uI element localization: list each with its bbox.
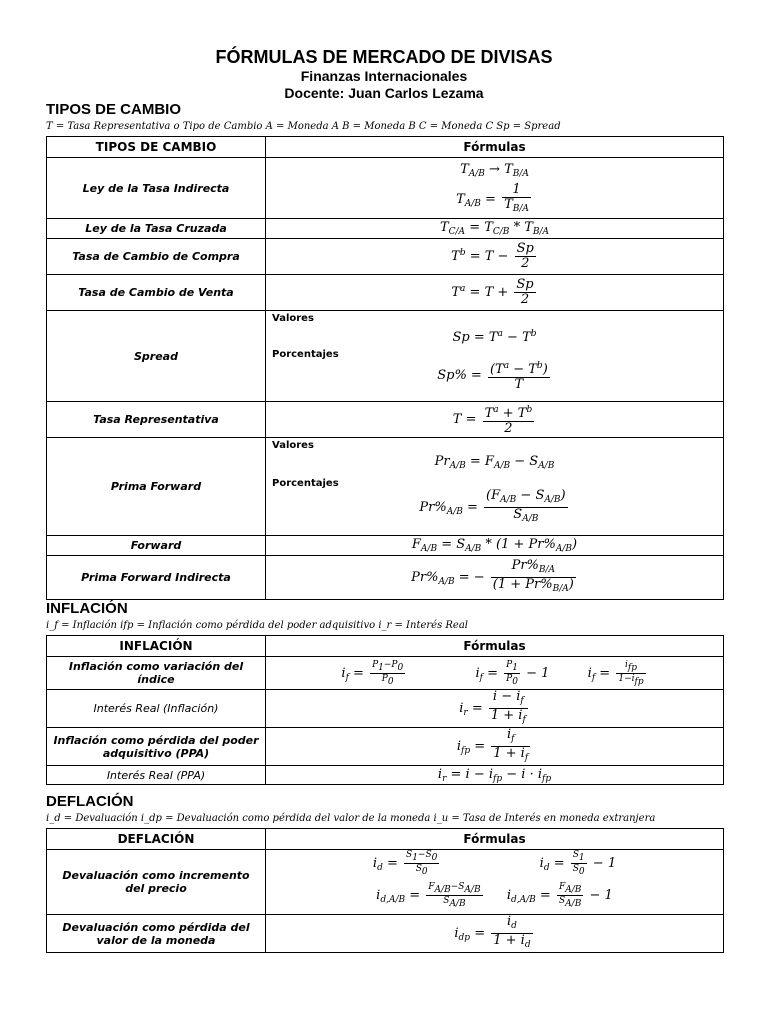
row-label: Inflación como pérdida del poder adquisitivo (PPA) (47, 728, 266, 766)
row-label: Prima Forward Indirecta (47, 556, 266, 600)
table-row (47, 536, 724, 556)
table-row (47, 728, 724, 766)
formula-venta: $T^a = T$ + $\frac{Sp}{2}$ (266, 275, 724, 311)
row-label: Ley de la Tasa Cruzada (47, 219, 266, 239)
column-header-formulas: Fórmulas (266, 636, 724, 657)
formula-compra: $T^b = T$ − $\frac{Sp}{2}$ (266, 239, 724, 275)
row-label: Tasa Representativa (47, 402, 266, 438)
formula-tasa-cruzada: $T_{C/A} = T_{C/B} * T_{B/A}$ (266, 219, 724, 239)
row-label: Spread (47, 311, 266, 402)
formula-devaluacion-perdida: $i_{dp}$ = $\frac{i_d}{1 + i_d}$ (266, 915, 724, 953)
legend-inflacion: i_f = Inflación ifp = Inflación como pérdida del poder adquisitivo i_r = Interés Real (46, 620, 468, 631)
porcentajes-label: Porcentajes (272, 478, 339, 489)
legend-tipos: T = Tasa Representativa o Tipo de Cambio A = Moneda A B = Moneda B C = Moneda C Sp = Spread (46, 121, 561, 132)
formula-tasa-representativa: T = $\frac{T^a + T^b}{2}$ (266, 402, 724, 438)
table-deflacion (46, 828, 724, 953)
row-label: Forward (47, 536, 266, 556)
formula-prima-forward: Valores Porcentajes $Pr_{A/B} = F_{A/B} - S_{A/B}$ $Pr\%_{A/B}$ = $\frac{(F_{A/B} - S_{A/B})}{S_{A/B}}$ (266, 438, 724, 536)
table-row (47, 556, 724, 600)
table-row (47, 850, 724, 915)
table-row (47, 219, 724, 239)
table-row (47, 275, 724, 311)
valores-label: Valores (272, 313, 314, 324)
formula-interes-real-ppa: $i_r = i - i_{fp} - i \cdot i_{fp}$ (266, 766, 724, 785)
section-title-inflacion: INFLACIÓN (46, 600, 128, 617)
document-title: FÓRMULAS DE MERCADO DE DIVISAS (215, 47, 553, 67)
formula-devaluacion-incremento: $i_d$ = $\frac{S1-S0}{S0}$ $i_d$ = $\frac{S1}{S0}$ − 1 $i_{d,A/B}$ = $\frac{FA/B-SA/B}{SA/B}$ $i_{d,A/B}$ = $\frac{FA/B}{SA/B}$ − 1 (266, 850, 724, 915)
formula-interes-real-inflacion: $i_r$ = $\frac{i - i_f}{1 + i_f}$ (266, 690, 724, 728)
table-row (47, 915, 724, 953)
teacher-name: Docente: Juan Carlos Lezama (284, 85, 484, 101)
table-row (47, 438, 724, 536)
document-subtitle: Finanzas Internacionales (300, 68, 468, 84)
row-label: Devaluación como incremento del precio (47, 850, 266, 915)
row-label: Tasa de Cambio de Venta (47, 275, 266, 311)
table-row (47, 239, 724, 275)
table-row (47, 311, 724, 402)
row-label: Inflación como variación del índice (47, 657, 266, 690)
valores-label: Valores (272, 440, 314, 451)
row-label: Devaluación como pérdida del valor de la moneda (47, 915, 266, 953)
formula-inflacion-ppa: $i_{fp}$ = $\frac{i_f}{1 + i_f}$ (266, 728, 724, 766)
row-label: Prima Forward (47, 438, 266, 536)
porcentajes-label: Porcentajes (272, 349, 339, 360)
table-row (47, 766, 724, 785)
row-label: Tasa de Cambio de Compra (47, 239, 266, 275)
table-inflacion (46, 635, 724, 785)
table-tipos-de-cambio (46, 136, 724, 600)
formula-inflacion-indice: $i_f$ = $\frac{P1-P0}{P0}$ $i_f$ = $\frac{P1}{P0}$ − 1 $i_f$ = $\frac{\text{ifp}}{\text{1−ifp}}$ (266, 657, 724, 690)
row-label: Ley de la Tasa Indirecta (47, 158, 266, 219)
row-label: Interés Real (PPA) (47, 766, 266, 785)
column-header-tipos: TIPOS DE CAMBIO (47, 137, 266, 158)
column-header-deflacion: DEFLACIÓN (47, 829, 266, 850)
formula-prima-forward-indirecta: $Pr\%_{A/B}$ = − $\frac{Pr\%_{B/A}}{(1 + Pr\%_{B/A})}$ (266, 556, 724, 600)
table-row (47, 657, 724, 690)
table-row (47, 158, 724, 219)
formula-tasa-indirecta: $T_{A/B} \to T_{B/A}$ $T_{A/B}$ = $\frac{1}{T_{B/A}}$ (266, 158, 724, 219)
row-label: Interés Real (Inflación) (47, 690, 266, 728)
section-title-deflacion: DEFLACIÓN (46, 793, 134, 810)
formula-forward: $F_{A/B} = S_{A/B} * (1 + Pr\%_{A/B})$ (266, 536, 724, 556)
section-title-tipos: TIPOS DE CAMBIO (46, 101, 182, 118)
table-row (47, 690, 724, 728)
column-header-formulas: Fórmulas (266, 829, 724, 850)
column-header-formulas: Fórmulas (266, 137, 724, 158)
table-row (47, 402, 724, 438)
formula-spread: Valores Porcentajes $Sp = T^a - T^b$ Sp% = $\frac{(T^a - T^b)}{T}$ (266, 311, 724, 402)
column-header-inflacion: INFLACIÓN (47, 636, 266, 657)
legend-deflacion: i_d = Devaluación i_dp = Devaluación como pérdida del valor de la moneda i_u = Tasa de Interés en moneda extranjera (46, 813, 656, 824)
